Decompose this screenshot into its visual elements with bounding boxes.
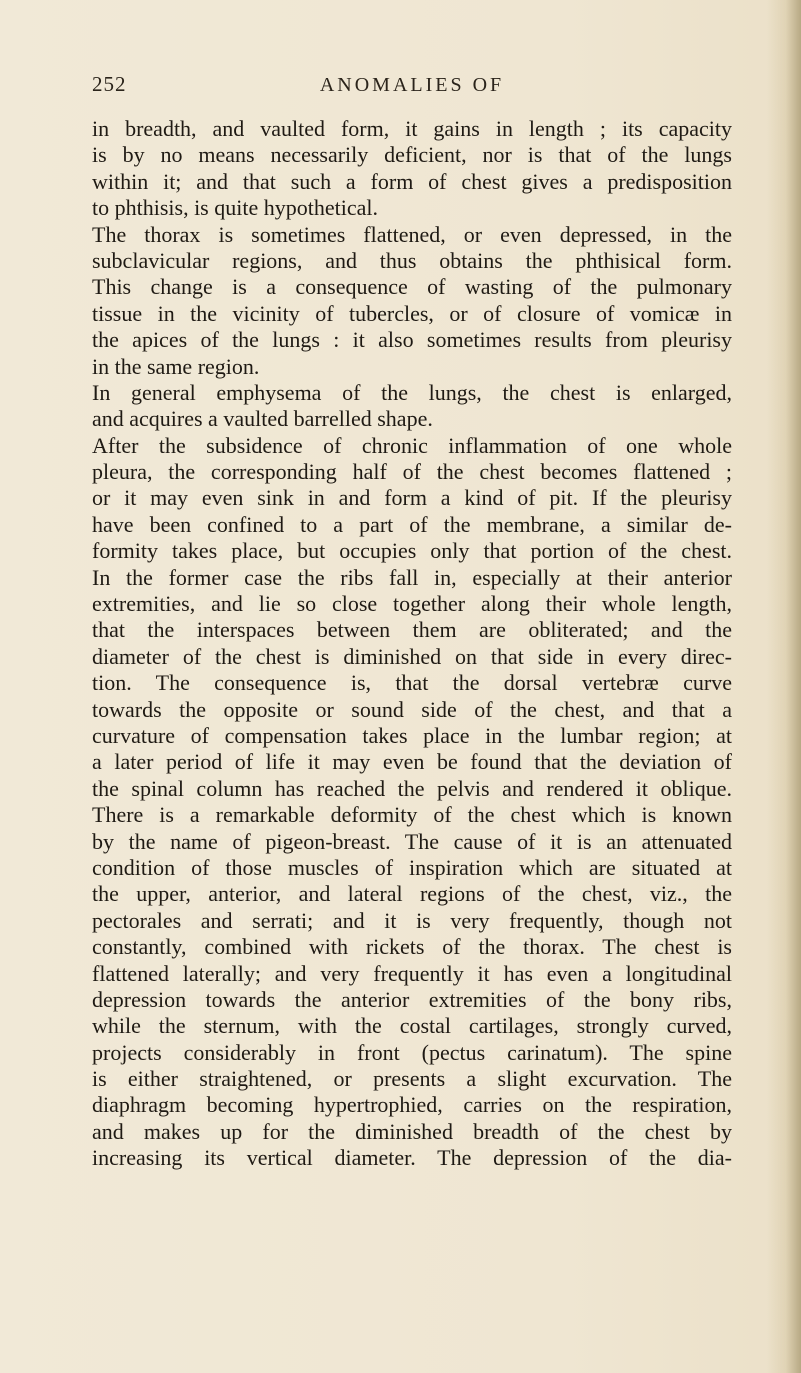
text-line: In the former case the ribs fall in, especially at their anterior <box>92 564 732 590</box>
text-line: pectorales and serrati; and it is very frequently, though not <box>92 907 732 933</box>
text-line: a later period of life it may even be found that the deviation of <box>92 749 732 775</box>
text-line: to phthisis, is quite hypothetical. <box>92 195 378 221</box>
text-line: that the interspaces between them are obliterated; and the <box>92 617 732 643</box>
text-line: constantly, combined with rickets of the thorax. The chest is <box>92 934 732 960</box>
text-line: the spinal column has reached the pelvis and rendered it oblique. <box>92 775 732 801</box>
text-line: After the subsidence of chronic inflammation of one whole <box>92 432 732 458</box>
text-line: subclavicular regions, and thus obtains the phthisical form. <box>92 247 732 273</box>
text-line: is by no means necessarily deficient, nor is that of the lungs <box>92 142 732 168</box>
text-line: within it; and that such a form of chest gives a predisposition <box>92 168 732 194</box>
text-line: in breadth, and vaulted form, it gains in length ; its capacity <box>92 116 732 141</box>
text-line: is either straightened, or presents a slight excurvation. The <box>92 1066 732 1092</box>
text-line: curvature of compensation takes place in the lumbar region; at <box>92 722 732 748</box>
running-title: ANOMALIES OF <box>319 74 505 96</box>
text-line: projects considerably in front (pectus carinatum). The spine <box>92 1039 732 1065</box>
text-line: the upper, anterior, and lateral regions of the chest, viz., the <box>92 881 732 907</box>
page-number: 252 <box>92 72 127 96</box>
body-text <box>92 116 732 1172</box>
text-line: depression towards the anterior extremities of the bony ribs, <box>92 986 732 1012</box>
page-header <box>92 72 732 102</box>
text-line: and acquires a vaulted barrelled shape. <box>92 406 433 432</box>
text-line: in the same region. <box>92 353 260 379</box>
text-line: and makes up for the diminished breadth of the chest by <box>92 1118 732 1144</box>
text-line: In general emphysema of the lungs, the chest is enlarged, <box>92 379 732 405</box>
text-line: diameter of the chest is diminished on that side in every direc- <box>92 643 732 669</box>
text-line: pleura, the corresponding half of the chest becomes flattened ; <box>92 459 732 485</box>
text-line: while the sternum, with the costal cartilages, strongly curved, <box>92 1013 732 1039</box>
text-line: tissue in the vicinity of tubercles, or of closure of vomicæ in <box>92 300 732 326</box>
text-line: condition of those muscles of inspiration which are situated at <box>92 854 732 880</box>
text-line: formity takes place, but occupies only that portion of the chest. <box>92 538 732 564</box>
text-line: have been confined to a part of the membrane, a similar de- <box>92 511 732 537</box>
text-line: flattened laterally; and very frequently it has even a longitudinal <box>92 960 732 986</box>
text-line: increasing its vertical diameter. The depression of the dia- <box>92 1145 732 1171</box>
text-line: tion. The consequence is, that the dorsal vertebræ curve <box>92 670 732 696</box>
text-line: The thorax is sometimes flattened, or even depressed, in the <box>92 221 732 247</box>
text-line: There is a remarkable deformity of the chest which is known <box>92 802 732 828</box>
text-line: diaphragm becoming hypertrophied, carries on the respiration, <box>92 1092 732 1118</box>
text-line: the apices of the lungs : it also sometimes results from pleurisy <box>92 327 732 353</box>
page-edge-shadow <box>767 0 801 1373</box>
text-line: by the name of pigeon-breast. The cause of it is an attenuated <box>92 828 732 854</box>
text-line: extremities, and lie so close together along their whole length, <box>92 591 732 617</box>
text-line: or it may even sink in and form a kind of pit. If the pleurisy <box>92 485 732 511</box>
text-line: This change is a consequence of wasting of the pulmonary <box>92 274 732 300</box>
text-line: towards the opposite or sound side of the chest, and that a <box>92 696 732 722</box>
